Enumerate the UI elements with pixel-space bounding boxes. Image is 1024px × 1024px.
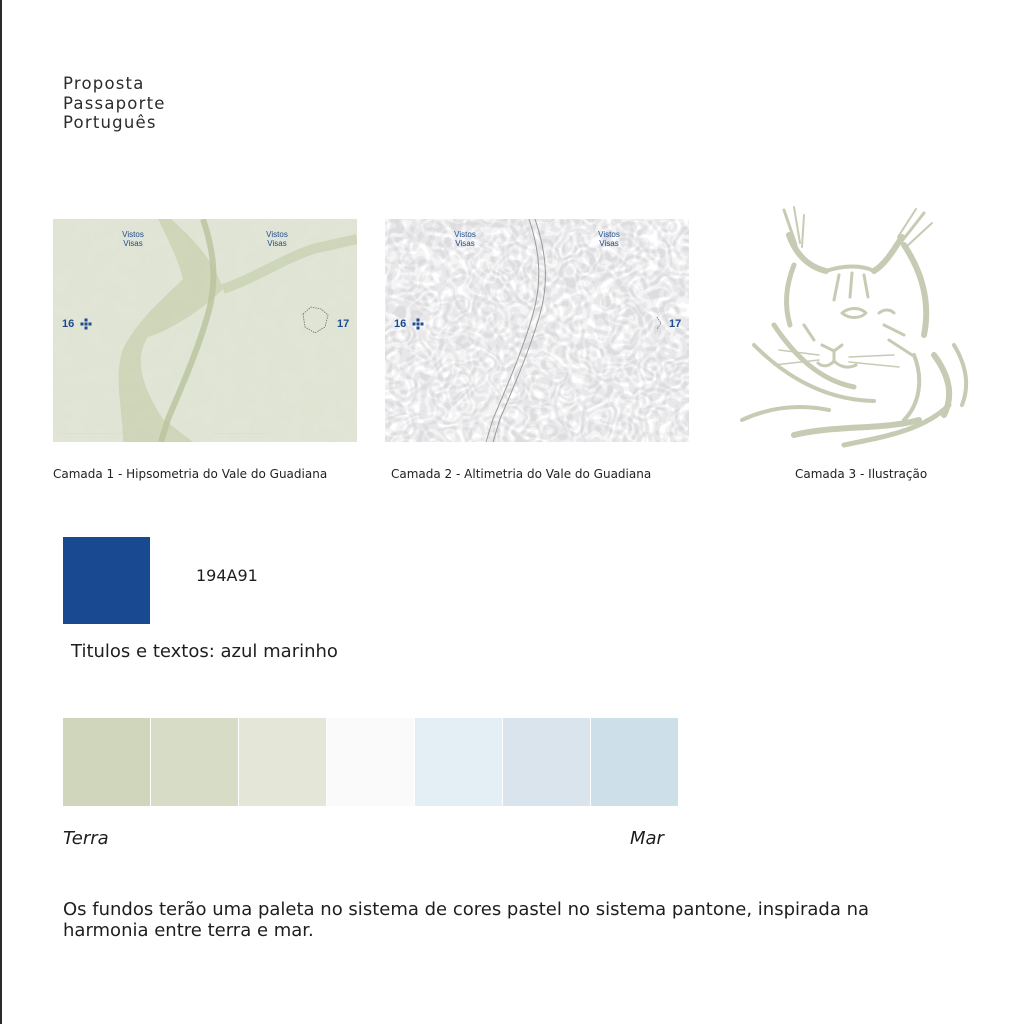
altimetry-map-panel: [385, 219, 689, 442]
navy-color-description: Titulos e textos: azul marinho: [71, 641, 338, 662]
visa-label-right-line1: Vistos: [266, 230, 288, 239]
layer-1-caption: Camada 1 - Hipsometria do Vale do Guadiana: [53, 467, 328, 481]
palette-start-label: Terra: [63, 828, 109, 849]
visa-label-right-line2: Visas: [599, 239, 619, 248]
visa-label-right: [587, 230, 631, 248]
page-number-right: 17: [669, 318, 682, 330]
visa-label-left-line1: Vistos: [122, 230, 144, 239]
palette-chip-3: [239, 718, 326, 806]
svg-text:. . . . . . . . . . . . . . .: . . . . . . . . . . . . . . . . . . . . . . . . . . . . . . . . . . .: [213, 431, 271, 435]
page-number-left: 16: [62, 318, 75, 330]
palette-chip-1: [63, 718, 150, 806]
hypsometry-map-panel: [53, 219, 357, 442]
visa-label-right-line2: Visas: [267, 239, 287, 248]
visa-label-left: [111, 230, 155, 248]
left-border: [0, 0, 2, 1024]
altimetry-map: [385, 219, 689, 442]
visa-label-left-line2: Visas: [123, 239, 143, 248]
palette-end-label: Mar: [630, 828, 664, 849]
palette-chip-4: [327, 718, 414, 806]
title-line-1: Proposta: [63, 74, 145, 93]
visa-label-right: [255, 230, 299, 248]
cross-emblem-icon: [412, 318, 424, 330]
visa-label-right-line1: Vistos: [598, 230, 620, 239]
cross-emblem-icon: [80, 318, 92, 330]
pastel-palette: [63, 718, 678, 806]
navy-hex-label: 194A91: [196, 566, 258, 585]
layer-2-caption: Camada 2 - Altimetria do Vale do Guadiana: [391, 467, 652, 481]
palette-chip-2: [151, 718, 238, 806]
navy-color-swatch: [63, 537, 150, 624]
palette-description: Os fundos terão uma paleta no sistema de cores pastel no sistema pantone, inspirada na harmonia entre terra e mar.: [63, 899, 870, 941]
title-line-2: Passaporte: [63, 93, 166, 113]
visa-label-left: [443, 230, 487, 248]
page-title: [63, 74, 166, 133]
svg-text:. . . . . . . . . . . . . . .: . . . . . . . . . . . . . . . . . . . . . . . . . . . . . . . . . . . . . . .: [63, 431, 128, 435]
visa-label-left-line1: Vistos: [454, 230, 476, 239]
palette-chip-6: [503, 718, 590, 806]
layer-3-caption: Camada 3 - Ilustração: [795, 467, 928, 481]
visa-label-left-line2: Visas: [455, 239, 475, 248]
palette-chip-5: [415, 718, 502, 806]
title-line-3: Português: [63, 113, 157, 132]
hypsometry-map: [53, 219, 357, 442]
page-number-left: 16: [394, 318, 407, 330]
palette-chip-7: [591, 718, 678, 806]
page-number-right: 17: [337, 318, 350, 330]
lynx-icon: [734, 205, 974, 450]
